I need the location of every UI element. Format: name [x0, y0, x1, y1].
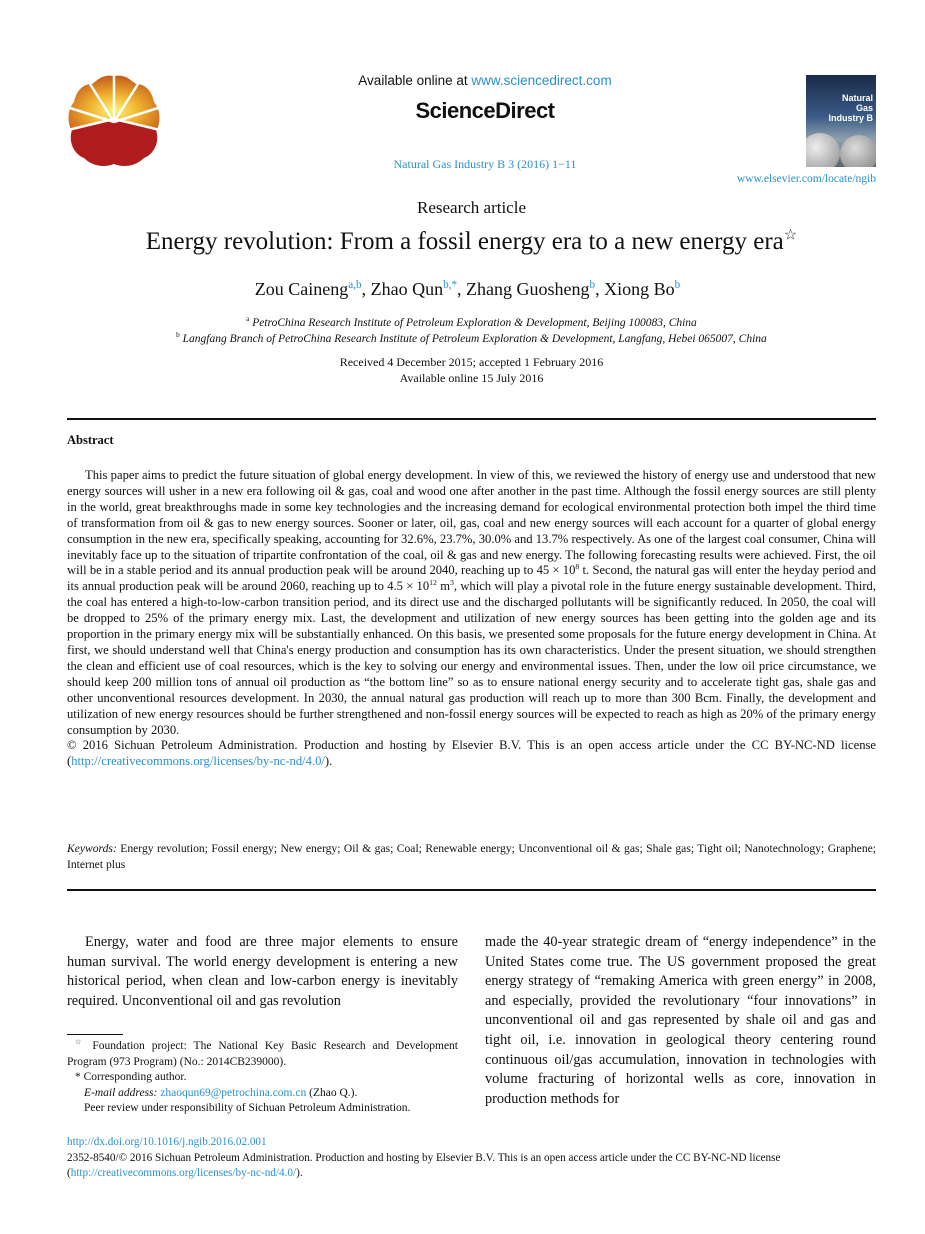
email-link[interactable]: zhaoqun69@petrochina.com.cn — [160, 1086, 307, 1099]
gas-tank-image — [806, 133, 840, 167]
author[interactable]: Zou Caineng$^{a,b}$, — [254, 279, 371, 299]
journal-reference[interactable]: Natural Gas Industry B 3 (2016) 1−11 — [393, 157, 577, 171]
journal-homepage-link[interactable]: www.elsevier.com/locate/ngib — [736, 173, 876, 185]
footer-license-link[interactable]: http://creativecommons.org/licenses/by-nc-nd/4.0/ — [70, 1167, 297, 1179]
sciencedirect-link[interactable]: www.sciencedirect.com — [471, 73, 612, 88]
article-title: Energy revolution: From a fossil energy era to a new energy era☆ — [145, 227, 798, 255]
article-dates: Received 4 December 2015; accepted 1 February 2016 Available online 15 July 2016 — [339, 355, 604, 385]
article-type: Research article — [416, 198, 526, 217]
author-list — [0, 279, 925, 300]
author[interactable]: Zhao Qun$^{b,*}$, — [370, 279, 467, 299]
affiliations — [0, 315, 925, 347]
author[interactable]: Xiong Bo$^b$ — [604, 279, 681, 299]
sciencedirect-brand: ScienceDirect — [415, 98, 555, 123]
body-column-left: Energy, water and food are three major elements to ensure human survival. The world energy development is entering a new historical period, when clean and low-carbon energy is inevitably required. Unconventional oil and gas revolution — [67, 934, 458, 1009]
abstract-text: This paper aims to predict the future situation of global energy development. In view of this, we reviewed the history of energy use and understood that new energy sources will usher in a new era following oil & gas, coal and wood one after another in the past time. Although the fossil energy sources are still plenty in the world, great breakthroughs made in some key technologies and the increasing demand for ecological environmental protection both impel the third time of transformation from oil & gas to new energy sources. Sooner or later, oil, gas, coal and new energy sources will each account for a quarter of global energy consumption in the new era, specifically speaking, accounting for 32.6%, 23.7%, 30.0% and 13.7% respectively. As one of the largest coal consumer, China will inevitably face up to the situation of tripartite confrontation of the coal, oil & gas and new energy. The following forecasting results were achieved. First, the oil will be in a stable period and its annual production peak will be around 2040, reaching up to $45 \times 10^8$ t. Second, the natural gas will enter the heyday period and its annual production peak will be around 2060, reaching up to $4.5 \times 10^{12}$ $m^3$, which will play a pivotal role in the future energy sustainable development. Third, the coal has entered a high-to-low-carbon transition period, and its direct use and the discharged pollutants will be significantly reduced. In 2050, the coal will be dropped to 25% of the primary energy mix. Last, the development and utilization of new energy sources has been getting into the golden age and its proportion in the primary energy mix will be substantially enhanced. On this basis, we presented some proposals for the future energy development in China. At first, we should understand well that China's energy production and consumption has its own characteristics. Under the present situation, we should strengthen the clean and efficient use of coal resources, which is the key to solving our energy and environmental issues. Then, under the low oil price circumstance, we should keep 200 million tons of annual oil production as “the bottom line” so as to ensure national energy security and to accelerate tight gas, shale gas and other unconventional resources development. In 2030, the annual natural gas production will reach up to more than 300 Bcm. Finally, the development and utilization of new energy resources should be further strengthened and non-fossil energy sources will be expected to reach as high as 20% of the primary energy consumption by 2030. © 2016 Sichuan Petroleum Administration. Production and hosting by Elsevier B.V. This is an open access article under the CC BY-NC-ND license (http://creativecommons.org/licenses/by-nc-nd/4.0/). — [67, 468, 876, 769]
doi-link[interactable]: http://dx.doi.org/10.1016/j.ngib.2016.02.001 — [67, 1136, 267, 1148]
footnotes: ☆ Foundation project: The National Key Basic Research and Development Program (973 Program) (No.: 2014CB239000). * Corresponding author. E-mail address: zhaoqun69@petrochina.com.cn (Zhao Q.). Peer review under responsibility of Sichuan Petroleum Administration. — [67, 1038, 458, 1115]
divider — [67, 889, 876, 891]
footnote-rule — [67, 1034, 123, 1035]
journal-cover: Natural Gas Industry B — [806, 75, 876, 167]
copyright-notice: © 2016 Sichuan Petroleum Administration. Production and hosting by Elsevier B.V. This is an open access article under the CC BY-NC-ND license (http://creativecommons.org/licenses/by-nc-nd/4.0/). — [67, 738, 876, 769]
affiliation: $^a$ PetroChina Research Institute of Petroleum Exploration & Development, Beijing 100083, China — [246, 315, 697, 329]
divider — [67, 418, 876, 420]
keywords: Keywords: Energy revolution; Fossil energy; New energy; Oil & gas; Coal; Renewable energy; Unconventional oil & gas; Shale gas; Tight oil; Nanotechnology; Graphene; Internet plus — [67, 842, 876, 871]
abstract-heading: Abstract — [67, 433, 114, 447]
body-column-right: made the 40-year strategic dream of “energy independence” in the United States come true. The US government proposed the great energy strategy of “remaking America with green energy” in 2008, and especially, provided the revolutionary “four innovations” in unconventional oil and gas represented by shale oil and gas and tight oil, i.e. innovation in geological theory centering round continuous oil/gas accumulation, innovation in technologies with volume fracturing of horizontal wells as core, innovation in production methods for — [485, 934, 876, 1107]
available-online: Available online at www.sciencedirect.com — [358, 73, 612, 88]
petrochina-logo — [66, 72, 162, 168]
license-link[interactable]: http://creativecommons.org/licenses/by-nc-nd/4.0/ — [71, 754, 325, 769]
author[interactable]: Zhang Guosheng$^b$, — [466, 279, 605, 299]
affiliation: $^b$ Langfang Branch of PetroChina Research Institute of Petroleum Exploration & Development, Langfang, Hebei 065007, China — [176, 331, 767, 345]
title-footnote-mark[interactable]: ☆ — [783, 227, 798, 244]
page-footer: http://dx.doi.org/10.1016/j.ngib.2016.02.001 2352-8540/© 2016 Sichuan Petroleum Administration. Production and hosting by Elsevier B.V. This is an open access article under the CC BY-NC-ND license (http://creativecommons.org/licenses/by-nc-nd/4.0/). — [67, 1135, 882, 1182]
